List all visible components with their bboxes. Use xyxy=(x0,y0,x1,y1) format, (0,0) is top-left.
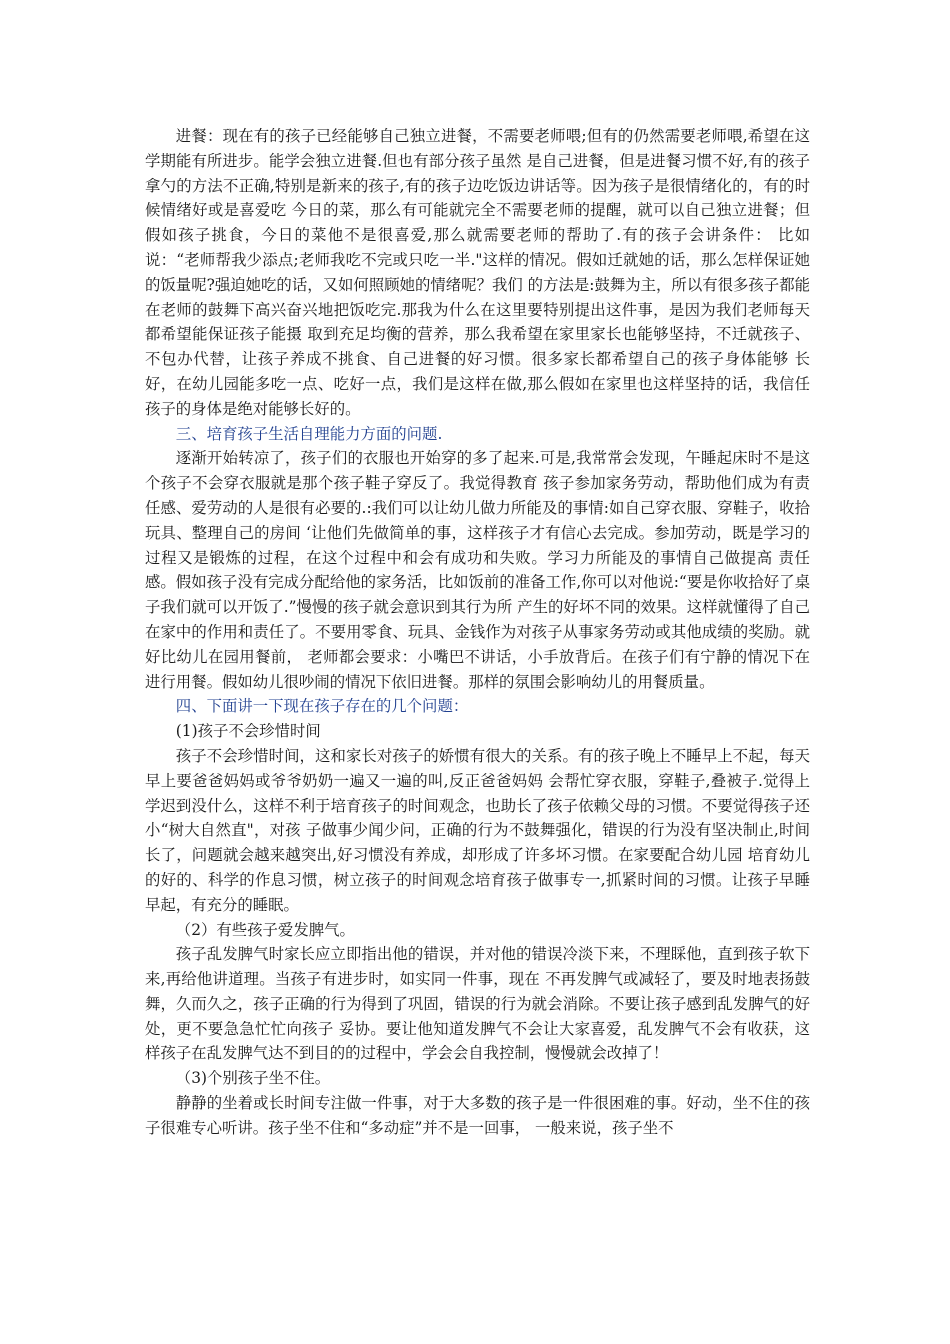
paragraph-temper: 孩子乱发脾气时家长应立即指出他的错误，并对他的错误冷淡下来，不理睬他，直到孩子软下来,再给他讲道理。当孩子有进步时，如实同一件事，现在 不再发脾气或减轻了，要及时地表扬鼓舞，久而久之，孩子正确的行为得到了巩固，错误的行为就会消除。不要让孩子感到乱发脾气的好处，更不要急急忙忙向孩子 妥协。要让他知道发脾气不会让大家喜爱，乱发脾气不会有收获，这样孩子在乱发脾气达不到目的的过程中，学会会自我控制，慢慢就会改掉了！ xyxy=(145,945,810,1063)
subheading-temper: （2）有些孩子爱发脾气。 xyxy=(175,920,355,939)
paragraph-eating: 进餐：现在有的孩子已经能够自己独立进餐，不需要老师喂;但有的仍然需要老师喂,希望在这学期能有所进步。能学会独立进餐.但也有部分孩子虽然 是自己进餐，但是进餐习惯不好,有的孩子拿勺的方法不正确,特别是新来的孩子,有的孩子边吃饭边讲话等。因为孩子是很情绪化的，有的时候情绪好或是喜爱吃 今日的菜，那么有可能就完全不需要老师的提醒，就可以自己独立进餐；但假如孩子挑食，今日的菜他不是很喜爱,那么就需要老师的帮助了.有的孩子会讲条件： 比如说：“老师帮我少添点;老师我吃不完或只吃一半."这样的情况。假如迁就她的话，那么怎样保证她的饭量呢?强迫她吃的话，又如何照顾她的情绪呢？我们 的方法是:鼓舞为主，所以有很多孩子都能在老师的鼓舞下高兴奋兴地把饭吃完.那我为什么在这里要特别提出这件事，是因为我们老师每天都希望能保证孩子能摄 取到充足均衡的营养，那么我希望在家里家长也能够坚持，不迁就孩子、不包办代替，让孩子养成不挑食、自己进餐的好习惯。很多家长都希望自己的孩子身体能够 长好，在幼儿园能多吃一点、吃好一点，我们是这样在做,那么假如在家里也这样坚持的话，我信任孩子的身体是绝对能够长好的。 xyxy=(145,127,810,418)
paragraph-time: 孩子不会珍惜时间，这和家长对孩子的娇惯有很大的关系。有的孩子晚上不睡早上不起，每天早上要爸爸妈妈或爷爷奶奶一遍又一遍的叫,反正爸爸妈妈 会帮忙穿衣服，穿鞋子,叠被子.觉得上学迟到没什么，这样不利于培育孩子的时间观念，也助长了孩子依赖父母的习惯。不要觉得孩子还小“树大自然直"，对孩 子做事少闻少问，正确的行为不鼓舞强化，错误的行为没有坚决制止,时间长了，问题就会越来越突出,好习惯没有养成，却形成了许多坏习惯。在家要配合幼儿园 培育幼儿的好的、科学的作息习惯，树立孩子的时间观念培育孩子做事专一,抓紧时间的习惯。让孩子早睡早起，有充分的睡眠。 xyxy=(145,746,810,914)
paragraph-sitting: 静静的坐着或长时间专注做一件事，对于大多数的孩子是一件很困难的事。好动，坐不住的孩子很难专心听讲。孩子坐不住和“多动症”并不是一回事， 一般来说，孩子坐不 xyxy=(145,1094,810,1137)
paragraph-self-care: 逐渐开始转凉了，孩子们的衣服也开始穿的多了起来.可是,我常常会发现，午睡起床时不是这个孩子不会穿衣服就是那个孩子鞋子穿反了。我觉得教育 孩子参加家务劳动，帮助他们成为有责任感、爱劳动的人是很有必要的.:我们可以让幼儿做力所能及的事情:如自己穿衣服、穿鞋子，收拾玩具、整理自己的房间 ‘让他们先做简单的事，这样孩子才有信心去完成。参加劳动，既是学习的过程又是锻炼的过程，在这个过程中和会有成功和失败。学习力所能及的事情自己做提高 责任感。假如孩子没有完成分配给他的家务活，比如饭前的准备工作,你可以对他说:“要是你收拾好了桌子我们就可以开饭了.”慢慢的孩子就会意识到其行为所 产生的好坏不同的效果。这样就懂得了自己在家中的作用和责任了。不要用零食、玩具、金钱作为对孩子从事家务劳动或其他成绩的奖励。就好比幼儿在园用餐前， 老师都会要求：小嘴巴不讲话，小手放背后。在孩子们有宁静的情况下在进行用餐。假如幼儿很吵闹的情况下依旧进餐。那样的氛围会影响幼儿的用餐质量。 xyxy=(145,449,810,691)
subheading-sitting: （3)个别孩子坐不住。 xyxy=(175,1069,331,1088)
section-heading-problems: 四、下面讲一下现在孩子存在的几个问题： xyxy=(175,697,469,716)
document-page xyxy=(145,124,810,1141)
subheading-time: (1)孩子不会珍惜时间 xyxy=(175,722,321,741)
section-heading-self-care: 三、培育孩子生活自理能力方面的问题. xyxy=(175,424,443,443)
